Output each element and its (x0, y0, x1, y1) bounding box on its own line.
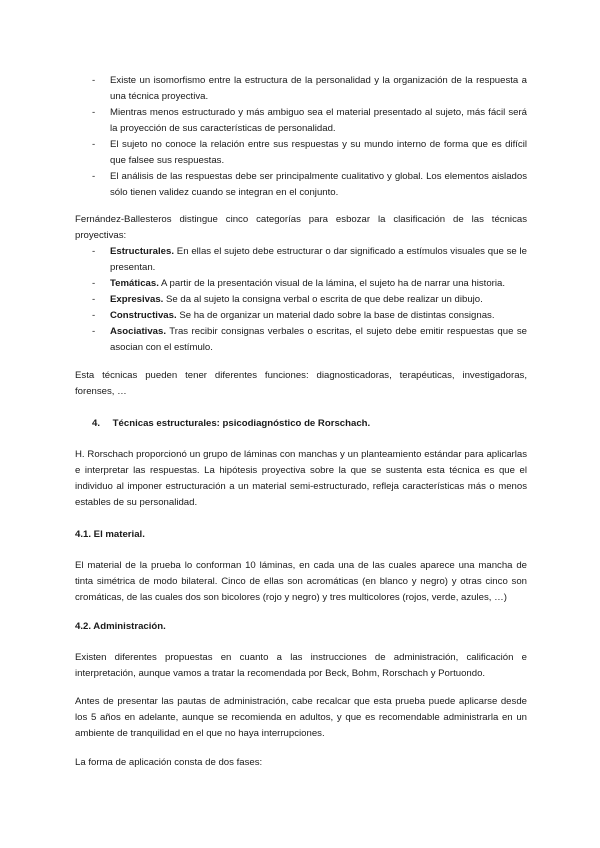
categories-list (92, 244, 527, 356)
dash-bullet: - (92, 278, 96, 289)
dash-bullet: - (92, 171, 96, 182)
phases-intro: La forma de aplicación consta de dos fases: (75, 757, 263, 768)
dash-bullet: - (92, 75, 96, 86)
category-term: Expresivas. (110, 294, 164, 305)
category-term: Constructivas. (110, 310, 177, 321)
list-item (92, 73, 527, 105)
category-text: Se ha de organizar un material dado sobre la base de distintas consignas. (176, 310, 495, 321)
category-term: Asociativas. (110, 326, 166, 337)
category-item (92, 324, 527, 356)
category-text: A partir de la presentación visual de la lámina, el sujeto ha de narrar una historia. (158, 278, 506, 289)
section-heading (92, 416, 370, 432)
dash-bullet: - (92, 139, 96, 150)
list-item-text: El sujeto no conoce la relación entre sus respuestas y su mundo interno de forma que es difícil que falsee sus respuestas. (110, 139, 527, 166)
list-item (92, 137, 527, 169)
category-item (92, 308, 527, 324)
material-paragraph: El material de la prueba lo conforman 10 láminas, en cada una de las cuales aparece una mancha de tinta simétrica de modo bilateral. Cinco de ellas son acromáticas (en blanco y negro) y otras cinco son cromáticas, de las cuales dos son bicolores (rojo y negro) y tres multicolores (rojos, verde, azules, …) (75, 560, 527, 603)
rorschach-paragraph: H. Rorschach proporcionó un grupo de láminas con manchas y un planteamiento estándar para aplicarlas e interpretar las respuestas. La hipótesis proyectiva sobre la que se sustenta esta técnica es que el individuo al imponer estructuración a un material semi-estructurado, refleja características más o menos estables de su personalidad. (75, 449, 527, 508)
list-item-text: El análisis de las respuestas debe ser principalmente cualitativo y global. Los elementos aislados sólo tienen validez cuando se integran en el conjunto. (110, 171, 527, 198)
administration-paragraph-2: Antes de presentar las pautas de administración, cabe recalcar que esta prueba puede aplicarse desde los 5 años en adelante, aunque se recomienda en adultos, y que es recomendable administrarla en un ambiente de tranquilidad en el que no haya interrupciones. (75, 696, 527, 739)
category-term: Temáticas. (110, 278, 159, 289)
category-item (92, 244, 527, 276)
category-text: Tras recibir consignas verbales o escritas, el sujeto debe emitir respuestas que se asocian con el estímulo. (110, 326, 527, 353)
assumptions-list (92, 73, 527, 201)
dash-bullet: - (92, 310, 96, 321)
list-item-text: Mientras menos estructurado y más ambiguo sea el material presentado al sujeto, más fácil será la proyección de sus características de personalidad. (110, 107, 527, 134)
dash-bullet: - (92, 294, 96, 305)
functions-paragraph: Esta técnicas pueden tener diferentes funciones: diagnosticadoras, terapéuticas, investigadoras, forenses, … (75, 370, 527, 397)
subsection-heading-material: 4.1. El material. (75, 529, 145, 540)
list-item (92, 169, 527, 201)
dash-bullet: - (92, 326, 96, 337)
dash-bullet: - (92, 107, 96, 118)
subsection-heading-administration: 4.2. Administración. (75, 621, 166, 632)
dash-bullet: - (92, 246, 96, 257)
list-item-text: Existe un isomorfismo entre la estructura de la personalidad y la organización de la respuesta a una técnica proyectiva. (110, 75, 527, 102)
categories-intro: Fernández-Ballesteros distingue cinco categorías para esbozar la clasificación de las técnicas proyectivas: (75, 214, 527, 241)
section-title: Técnicas estructurales: psicodiagnóstico de Rorschach. (112, 418, 371, 429)
administration-paragraph-1: Existen diferentes propuestas en cuanto a las instrucciones de administración, calificación e interpretación, aunque vamos a tratar la recomendada por Beck, Bohm, Rorschach y Portuondo. (75, 652, 527, 679)
section-number: 4. (92, 418, 101, 429)
category-text: Se da al sujeto la consigna verbal o escrita de que debe realizar un dibujo. (163, 294, 483, 305)
category-item (92, 276, 527, 292)
category-term: Estructurales. (110, 246, 174, 257)
category-item (92, 292, 527, 308)
category-text: En ellas el sujeto debe estructurar o dar significado a estímulos visuales que se le presentan. (110, 246, 527, 273)
list-item (92, 105, 527, 137)
